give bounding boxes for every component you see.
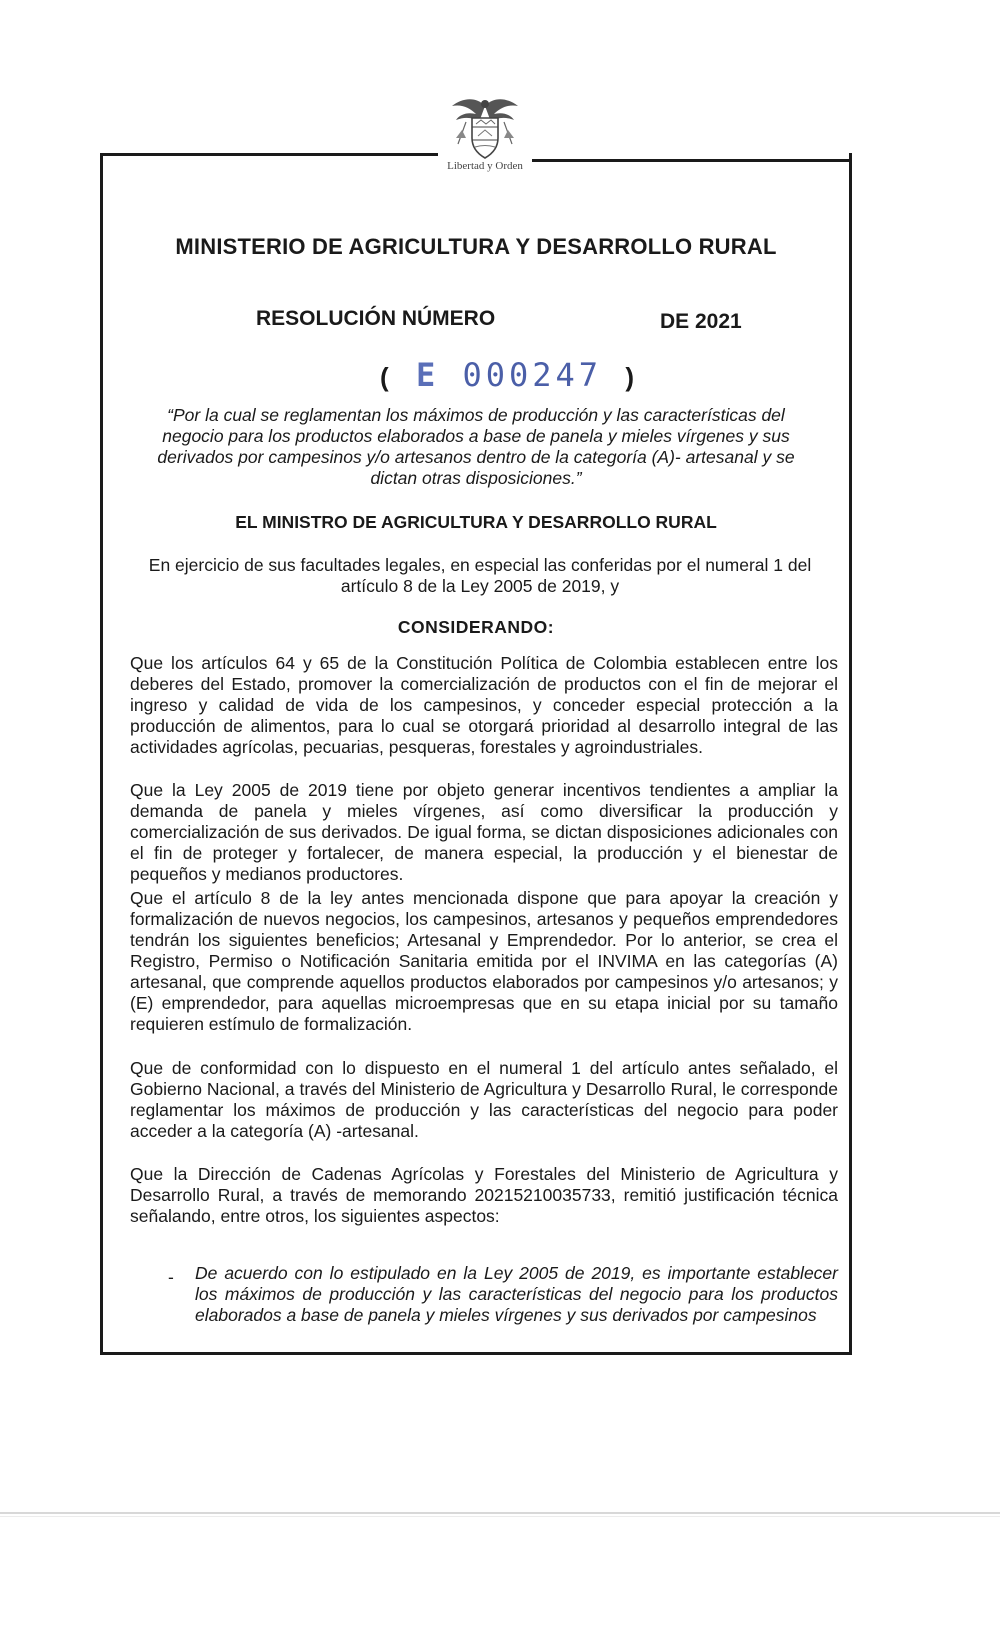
- resolution-number-stamp: [380, 356, 638, 394]
- faculties-statement: En ejercicio de sus facultades legales, en especial las conferidas por el numeral 1 del artículo 8 de la Ley 2005 de 2019, y: [148, 555, 812, 596]
- paragraph-article-8: Que el artículo 8 de la ley antes mencionada dispone que para apoyar la creación y formalización de nuevos negocios, los campesinos, artesanos y pequeños emprendedores tendrán los siguientes beneficios; Artesanal y Emprendedor. Por lo anterior, se crea el Registro, Permiso o Notificación Sanitaria emitida por el INVIMA en las categorías (A) artesanal, que comprende aquellos productos elaborados por campesinos y/o artesanos; y (E) emprendedor, para aquellas microempresas que en su etapa inicial por su tamaño requieren estímulo de formalización.: [130, 888, 838, 1034]
- resolution-prefix: E: [415, 356, 440, 394]
- bullet-item: De acuerdo con lo estipulado en la Ley 2005 de 2019, es importante establecer los máximos de producción y las características del negocio para los productos elaborados a base de panela y mieles vírgenes y sus derivados por campesinos: [195, 1263, 838, 1325]
- considering-heading: CONSIDERANDO:: [397, 617, 555, 637]
- paragraph-law-2005: Que la Ley 2005 de 2019 tiene por objeto generar incentivos tendientes a ampliar la demanda de panela y mieles vírgenes, así como diversificar la producción y comercialización de sus derivados. De igual forma, se dictan disposiciones adicionales con el fin de proteger y fortalecer, de manera especial, la producción y el bienestar de pequeños y medianos productores.: [130, 780, 838, 884]
- resolution-number: 000247: [462, 356, 603, 394]
- paren-open: (: [380, 362, 393, 392]
- paragraph-numeral-1: Que de conformidad con lo dispuesto en el numeral 1 del artículo antes señalado, el Gobierno Nacional, a través del Ministerio de Agricultura y Desarrollo Rural, le corresponde reglamentar los máximos de producción y las características del negocio para poder acceder a la categoría (A) -artesanal.: [130, 1058, 838, 1141]
- ministry-title: MINISTERIO DE AGRICULTURA Y DESARROLLO RURAL: [175, 234, 777, 259]
- paragraph-constitution: Que los artículos 64 y 65 de la Constitución Política de Colombia establecen entre los deberes del Estado, promover la comercialización de productos con el fin de mejorar el ingreso y calidad de vida de los campesinos, y conceder especial protección a la producción de alimentos, para lo cual se otorgará prioridad al desarrollo integral de las actividades agrícolas, pecuarias, pesqueras, forestales y agroindustriales.: [130, 653, 838, 757]
- seal-motto: Libertad y Orden: [447, 160, 523, 172]
- colombia-coat-of-arms-icon: [448, 92, 522, 162]
- coat-of-arms-seal: [438, 92, 532, 184]
- resolution-year: DE 2021: [660, 310, 742, 333]
- paren-close: ): [625, 362, 638, 392]
- resolution-label: RESOLUCIÓN NÚMERO: [256, 307, 496, 330]
- paragraph-memorandum: Que la Dirección de Cadenas Agrícolas y Forestales del Ministerio de Agricultura y Desarrollo Rural, a través de memorando 20215210035733, remitió justificación técnica señalando, entre otros, los siguientes aspectos:: [130, 1164, 838, 1226]
- scan-edge-line-faint: [0, 1516, 1000, 1517]
- resolution-subject: “Por la cual se reglamentan los máximos de producción y las características del negocio para los productos elaborados a base de panela y mieles vírgenes y sus derivados por campesinos y/o artesanos dentro de la categoría (A)- artesanal y se dictan otras disposiciones.”: [157, 405, 795, 488]
- scan-edge-line: [0, 1512, 1000, 1514]
- minister-title: EL MINISTRO DE AGRICULTURA Y DESARROLLO RURAL: [235, 512, 717, 532]
- bullet-marker: -: [168, 1267, 174, 1287]
